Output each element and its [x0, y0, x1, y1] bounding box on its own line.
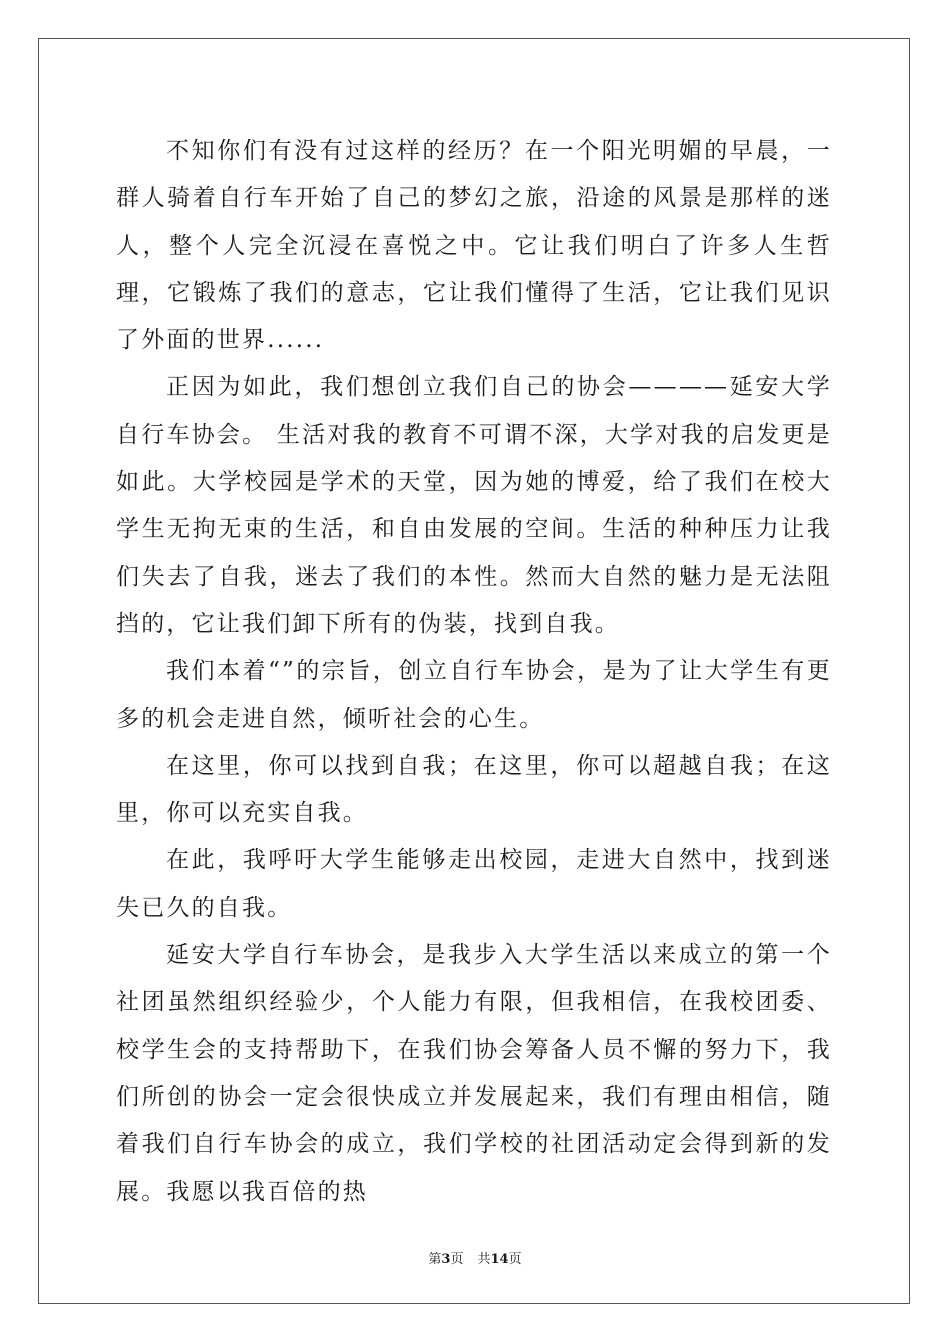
- paragraph-2: 正因为如此，我们想创立我们自己的协会————延安大学自行车协会。 生活对我的教育不可谓不深，大学对我的启发更是如此。大学校园是学术的天堂，因为她的博爱，给了我们在校大学生无拘无束的生活，和自由发展的空间。生活的种种压力让我们失去了自我，迷去了我们的本性。然而大自然的魅力是无法阻挡的，它让我们卸下所有的伪装，找到自我。: [116, 374, 832, 637]
- paragraph-4: 在这里，你可以找到自我；在这里，你可以超越自我；在这里，你可以充实自我。: [116, 752, 832, 827]
- total-suffix: 页: [508, 1252, 522, 1267]
- total-pages: 14: [490, 1252, 509, 1267]
- paragraph-1: 不知你们有没有过这样的经历？在一个阳光明媚的早晨，一群人骑着自行车开始了自己的梦幻之旅，沿途的风景是那样的迷人，整个人完全沉浸在喜悦之中。它让我们明白了许多人生哲理，它锻炼了我们的意志，它让我们懂得了生活，它让我们见识了外面的世界......: [116, 138, 832, 354]
- paragraph-5: 在此，我呼吁大学生能够走出校园，走进大自然中，找到迷失已久的自我。: [116, 847, 832, 921]
- page-suffix: 页: [450, 1252, 464, 1267]
- page-number: 3: [441, 1252, 451, 1267]
- paragraph-6: 延安大学自行车协会，是我步入大学生活以来成立的第一个社团虽然组织经验少，个人能力有限，但我相信，在我校团委、校学生会的支持帮助下，在我们协会筹备人员不懈的努力下，我们所创的协会一定会很快成立并发展起来，我们有理由相信，随着我们自行车协会的成立，我们学校的社团活动定会得到新的发展。我愿以我百倍的热: [116, 942, 832, 1205]
- page-prefix: 第: [428, 1252, 442, 1267]
- page-footer: [0, 1248, 950, 1267]
- paragraph-3: 我们本着“”的宗旨，创立自行车协会，是为了让大学生有更多的机会走进自然，倾听社会的心生。: [116, 658, 832, 732]
- total-prefix: 共: [477, 1252, 491, 1267]
- document-body: [116, 128, 832, 1216]
